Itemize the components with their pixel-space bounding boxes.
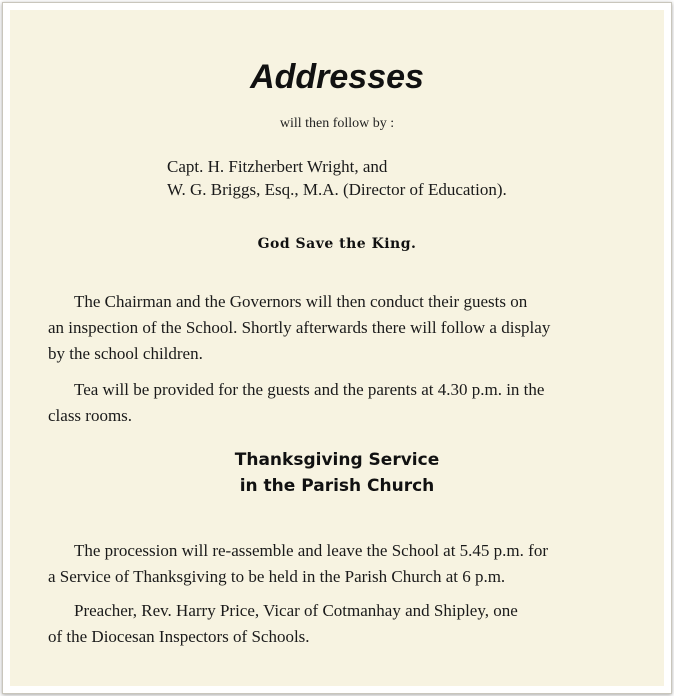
document-title: Addresses — [250, 58, 424, 96]
paragraph-tea — [48, 377, 648, 429]
paragraph-line: by the school children. — [48, 344, 203, 363]
document-page — [10, 10, 664, 686]
anthem-line: God Save the King. — [257, 236, 417, 252]
section-heading-line: Thanksgiving Service — [234, 450, 440, 470]
speaker-line: Capt. H. Fitzherbert Wright, and — [167, 157, 388, 176]
section-heading — [10, 447, 664, 499]
paragraph-line: a Service of Thanksgiving to be held in the Parish Church at 6 p.m. — [48, 567, 506, 586]
paragraph-preacher — [48, 598, 648, 650]
paragraph-inspection — [48, 289, 648, 367]
paragraph-line: The procession will re-assemble and leave the School at 5.45 p.m. for — [74, 541, 548, 560]
paragraph-procession — [48, 538, 648, 590]
document-frame — [2, 2, 672, 694]
follow-by-line: will then follow by : — [279, 116, 395, 131]
paragraph-line: Tea will be provided for the guests and the parents at 4.30 p.m. in the — [74, 380, 545, 399]
paragraph-line: of the Diocesan Inspectors of Schools. — [48, 627, 310, 646]
paragraph-line: The Chairman and the Governors will then conduct their guests on — [74, 292, 528, 311]
speaker-line: W. G. Briggs, Esq., M.A. (Director of Education). — [167, 180, 507, 199]
paragraph-line: class rooms. — [48, 406, 133, 425]
paragraph-line: Preacher, Rev. Harry Price, Vicar of Cotmanhay and Shipley, one — [74, 601, 518, 620]
paragraph-line: an inspection of the School. Shortly afterwards there will follow a display — [48, 318, 551, 337]
speakers-list — [167, 155, 507, 201]
section-heading-line: in the Parish Church — [239, 476, 435, 496]
